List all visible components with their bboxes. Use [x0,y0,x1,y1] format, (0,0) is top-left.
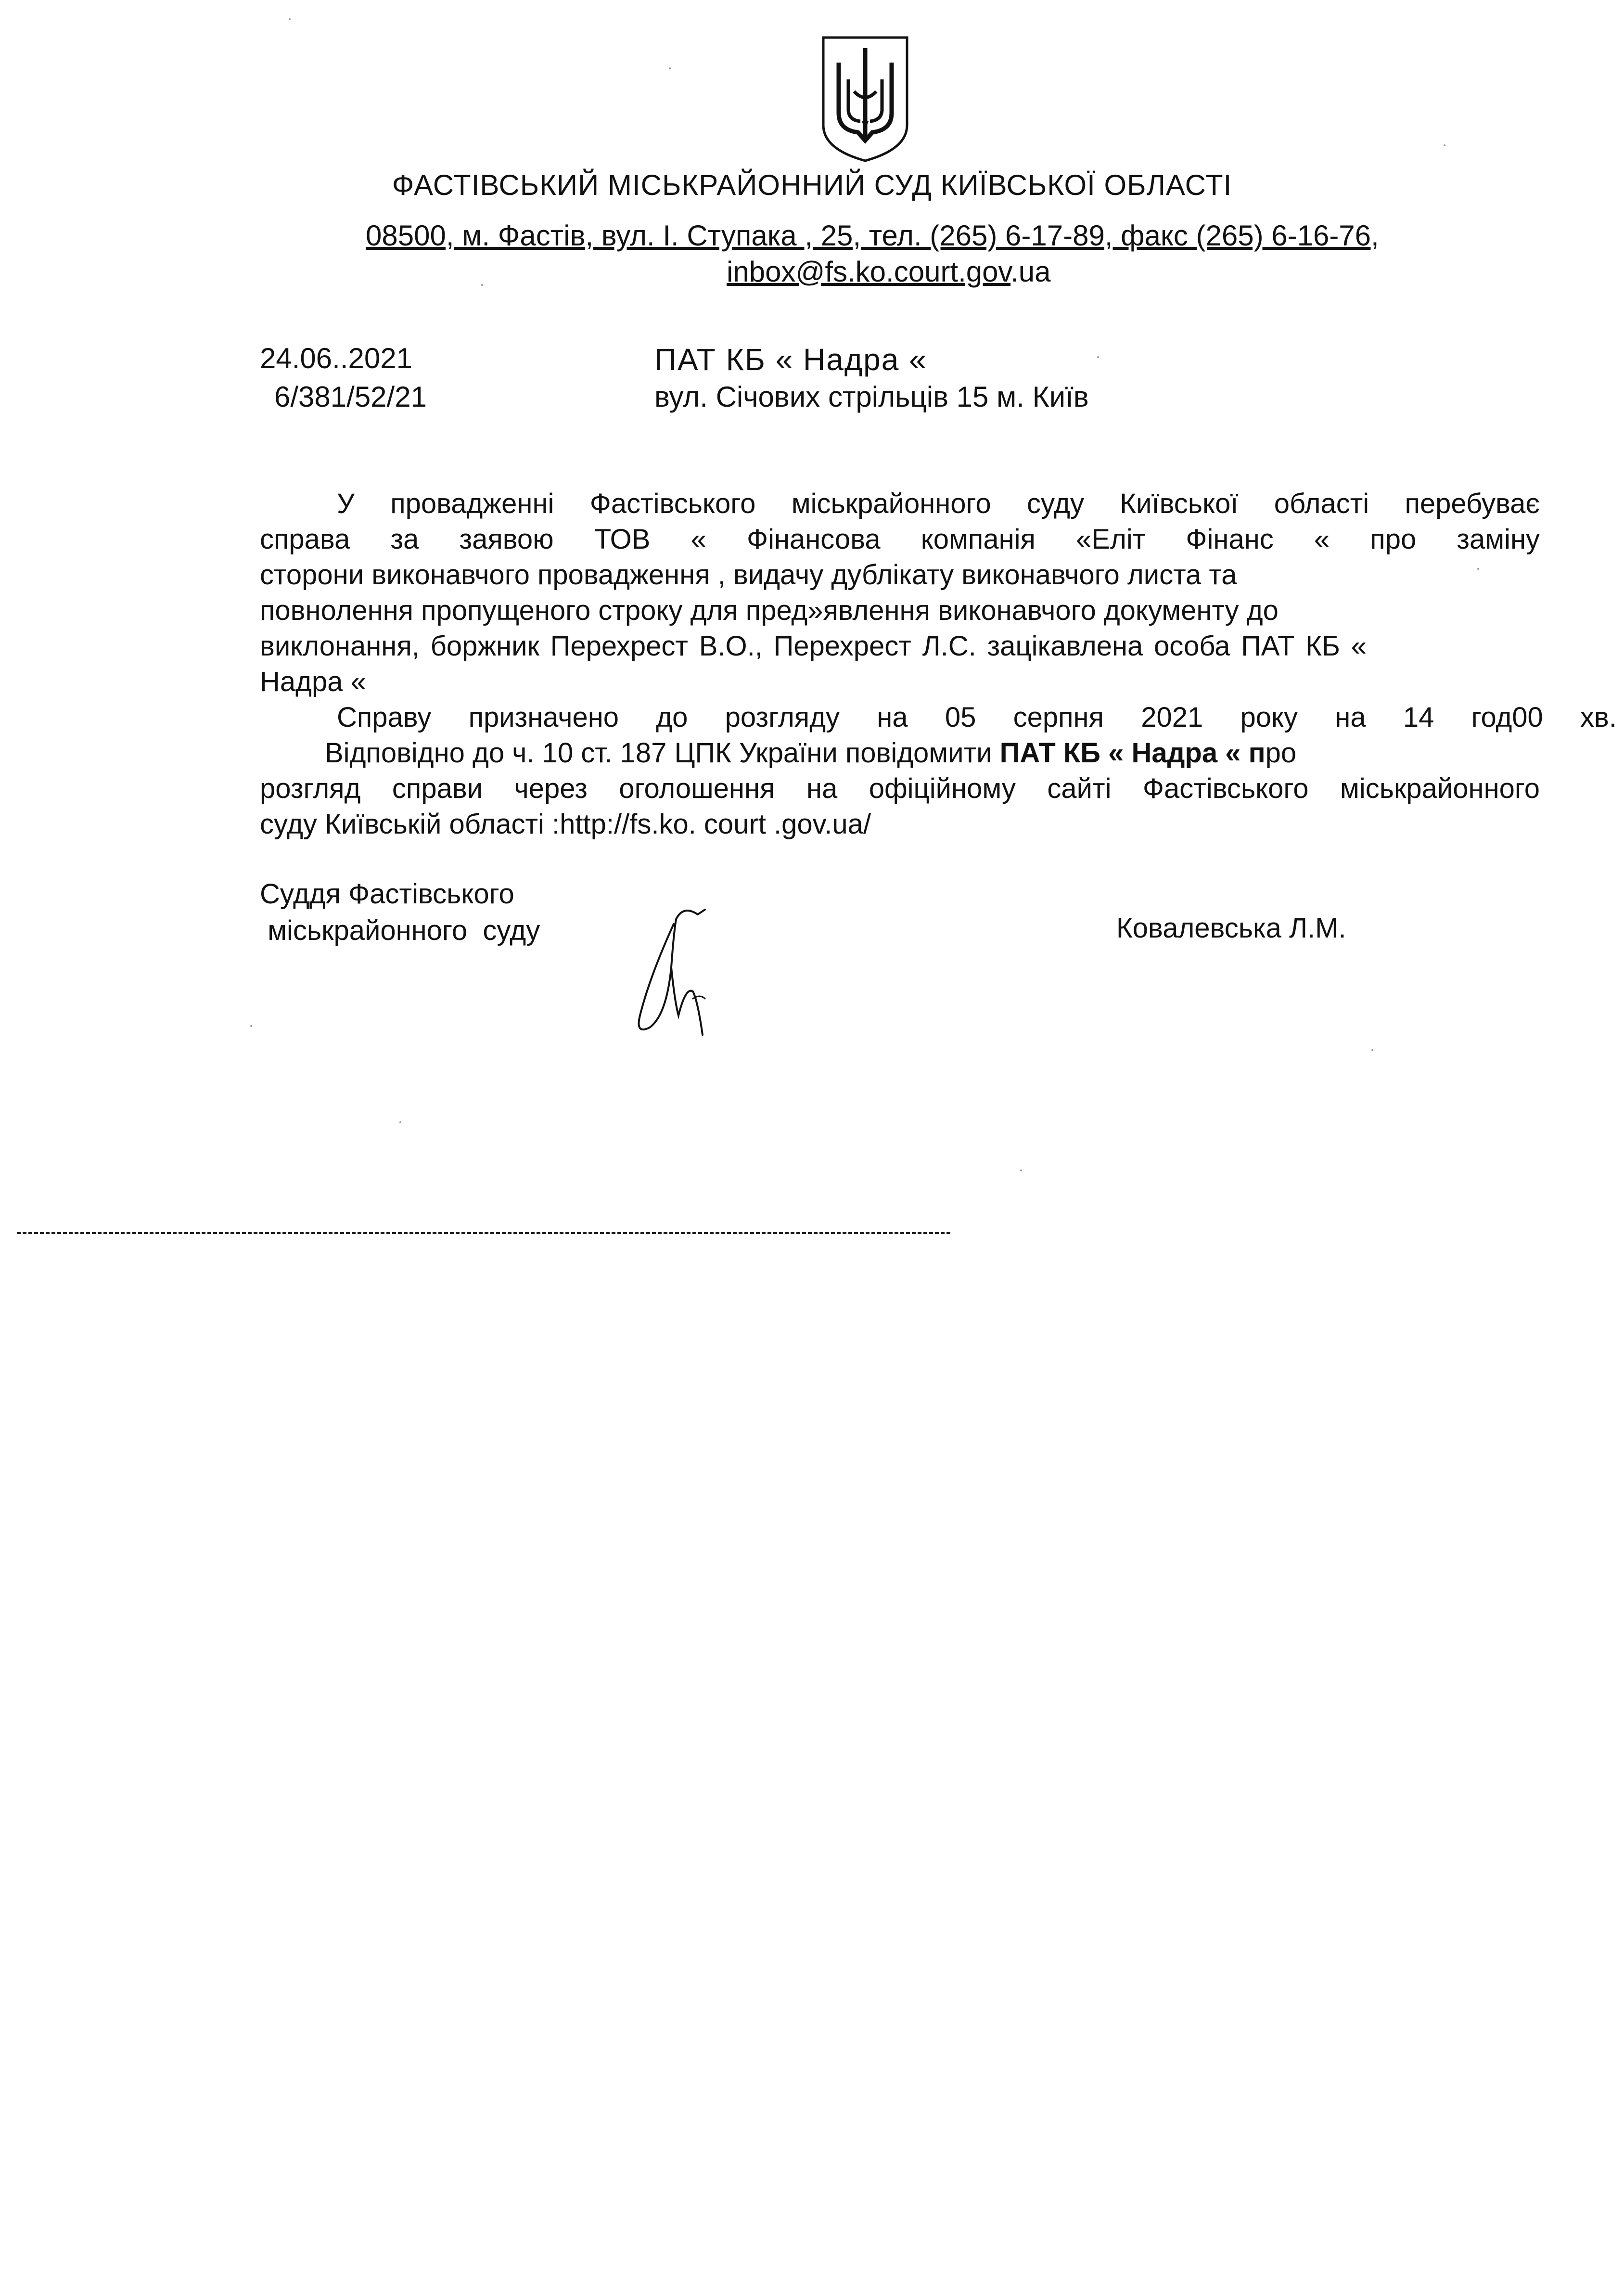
scan-speck [250,1025,252,1027]
scan-speck [481,284,483,286]
scan-speck [669,67,671,69]
court-name: ФАСТІВСЬКИЙ МІСЬКРАЙОННИЙ СУД КИЇВСЬКОЇ ОБЛАСТІ [392,169,1232,201]
body-line: Надра « [260,666,366,697]
scan-speck [1477,568,1479,570]
body-line: суду Київській області :http://fs.ko. court .gov.ua/ [260,809,871,840]
scan-speck [1371,1049,1373,1051]
handwritten-signature [621,890,731,1054]
scan-speck [1020,1170,1022,1171]
body-line: розгляд справи через оголошення на офіційному сайті Фастівського міськрайонного [260,773,1540,804]
body-line: виклонання, боржник Перехрест В.О., Перехрест Л.С. зацікавлена особа ПАТ КБ « [260,630,1367,662]
body-line: повнолення пропущеного строку для пред»явлення виконавчого документу до [260,595,1279,626]
scan-speck [1444,144,1445,146]
scan-speck [399,1121,401,1123]
hearing-date-line: Справу призначено до розгляду на 05 серпня 2021 року на 14 год00 хв. [337,702,1617,733]
signatory-title-line: міськрайонного суду [260,915,540,946]
email-domain-tail: .ua [1010,256,1051,288]
notice-recipient-bold: ПАТ КБ « Надра « п [999,737,1266,769]
scan-speck [1097,356,1099,358]
trident-coat-of-arms-icon [819,34,911,164]
body-line: У провадженні Фастівського міськрайонного суду Київської області перебуває [337,488,1540,519]
signatory-title-line: Суддя Фастівського [260,878,514,910]
judge-name: Ковалевська Л.М. [1116,913,1346,944]
scan-speck [289,18,291,20]
email-address: inbox@fs.ko.court.gov [727,256,1011,288]
notice-text: Відповідно до ч. 10 ст. 187 ЦПК України повідомити [325,737,992,769]
notice-text-end: ро [1265,737,1297,769]
court-contact-line: 08500, м. Фастів, вул. І. Ступака , 25, тел. (265) 6-17-89, факс (265) 6-16-76, [366,219,1379,252]
bottom-divider [17,1232,950,1234]
recipient-address: вул. Січових стрільців 15 м. Київ [654,381,1089,413]
document-number: 6/381/52/21 [274,381,427,413]
notice-line [260,735,1540,771]
document-date: 24.06..2021 [260,342,412,374]
recipient-name: ПАТ КБ « Надра « [654,342,927,377]
letter-body [260,486,1617,842]
court-email [727,255,1051,288]
body-line: справа за заявою ТОВ « Фінансова компанія «Еліт Фінанс « про заміну [260,524,1540,555]
body-line: сторони виконавчого провадження , видачу дублікату виконавчого листа та [260,559,1237,591]
signatory-title [260,876,540,949]
